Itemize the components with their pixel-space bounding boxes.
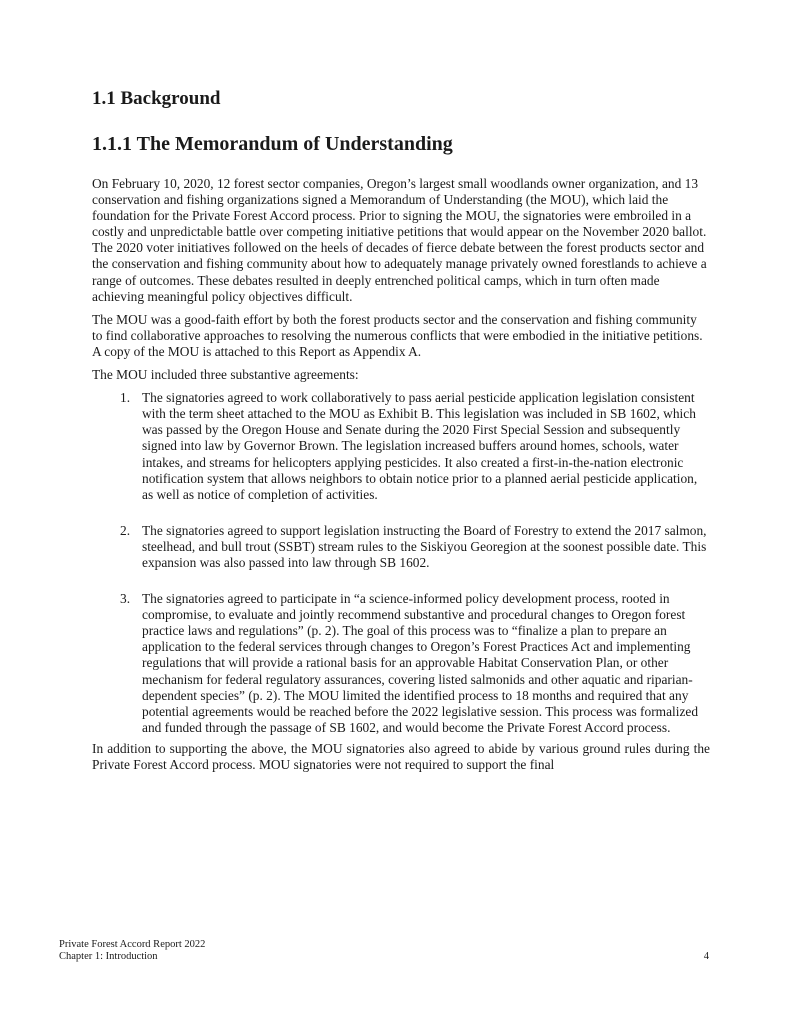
footer-report-title: Private Forest Accord Report 2022 [59, 939, 206, 950]
list-item-number: 1. [120, 390, 131, 406]
list-item-text: The signatories agreed to participate in “a science-informed policy development process, rooted in compromise, to evaluate and jointly recommend substantive and procedural changes to Oregon forest practice laws and regulations” (p. 2). The goal of this process was to “finalize a plan to prepare an application to the federal services through changes to Oregon’s Forest Practices Act and implementing regulations that will provide a rational basis for an approvable Habitat Conservation Plan, or other mechanism for federal regulatory assurances, covering listed salmonids and other aquatic and riparian-dependent species” (p. 2). The MOU limited the identified process to 18 months and required that any potential agreements would be reached before the 2022 legislative session. This process was formalized and funded through the passage of SB 1602, and would become the Private Forest Accord process. [142, 591, 699, 735]
paragraph-good-faith: The MOU was a good-faith effort by both the forest products sector and the conservation and fishing community to find collaborative approaches to resolving the numerous conflicts that were embodied in the initiative petitions. A copy of the MOU is attached to this Report as Appendix A. [92, 311, 703, 359]
footer-chapter: Chapter 1: Introduction [59, 950, 158, 962]
paragraph-agreements-lead: The MOU included three substantive agreements: [92, 367, 359, 383]
subsection-heading: 1.1.1 The Memorandum of Understanding [92, 133, 453, 155]
list-item-text: The signatories agreed to support legislation instructing the Board of Forestry to extend the 2017 salmon, steelhead, and bull trout (SSBT) stream rules to the Siskiyou Georegion at the soonest possible date. This expansion was also passed into law through SB 1602. [142, 522, 707, 570]
page-footer [59, 939, 709, 962]
paragraph-closing: In addition to supporting the above, the MOU signatories also agreed to abide by various ground rules during the Private Forest Accord process. MOU signatories were not required to support the final [92, 740, 710, 772]
document-body [92, 176, 710, 780]
list-item-text: The signatories agreed to work collaboratively to pass aerial pesticide application legislation consistent with the term sheet attached to the MOU as Exhibit B. This legislation was included in SB 1602, which was passed by the Oregon House and Senate during the 2020 First Special Session and subsequently signed into law by Governor Brown. The legislation increased buffers around homes, schools, water intakes, and streams for helicopters applying pesticides. It also created a first-in-the-nation electronic notification system that allows neighbors to obtain notice prior to a planned aerial pesticide application, as well as notice of completion of activities. [142, 390, 698, 502]
agreements-list [92, 390, 710, 736]
list-item [92, 523, 710, 571]
paragraph-intro: On February 10, 2020, 12 forest sector companies, Oregon’s largest small woodlands owner organization, and 13 conservation and fishing organizations signed a Memorandum of Understanding (the MOU), which laid the foundation for the Private Forest Accord process. Prior to signing the MOU, the signatories were embroiled in a costly and unpredictable battle over competing initiative petitions that would appear on the November 2020 ballot. The 2020 voter initiatives followed on the heels of decades of fierce debate between the forest products sector and the conservation and fishing community about how to adequately manage privately owned forestlands to achieve a range of outcomes. These debates resulted in deeply entrenched political camps, which in turn often made achieving meaningful policy objectives difficult. [92, 176, 707, 304]
list-item-number: 2. [120, 522, 131, 538]
section-heading: 1.1 Background [92, 88, 221, 109]
page-number: 4 [703, 950, 709, 962]
list-item [92, 390, 710, 503]
list-item [92, 591, 710, 736]
list-item-number: 3. [120, 591, 131, 607]
